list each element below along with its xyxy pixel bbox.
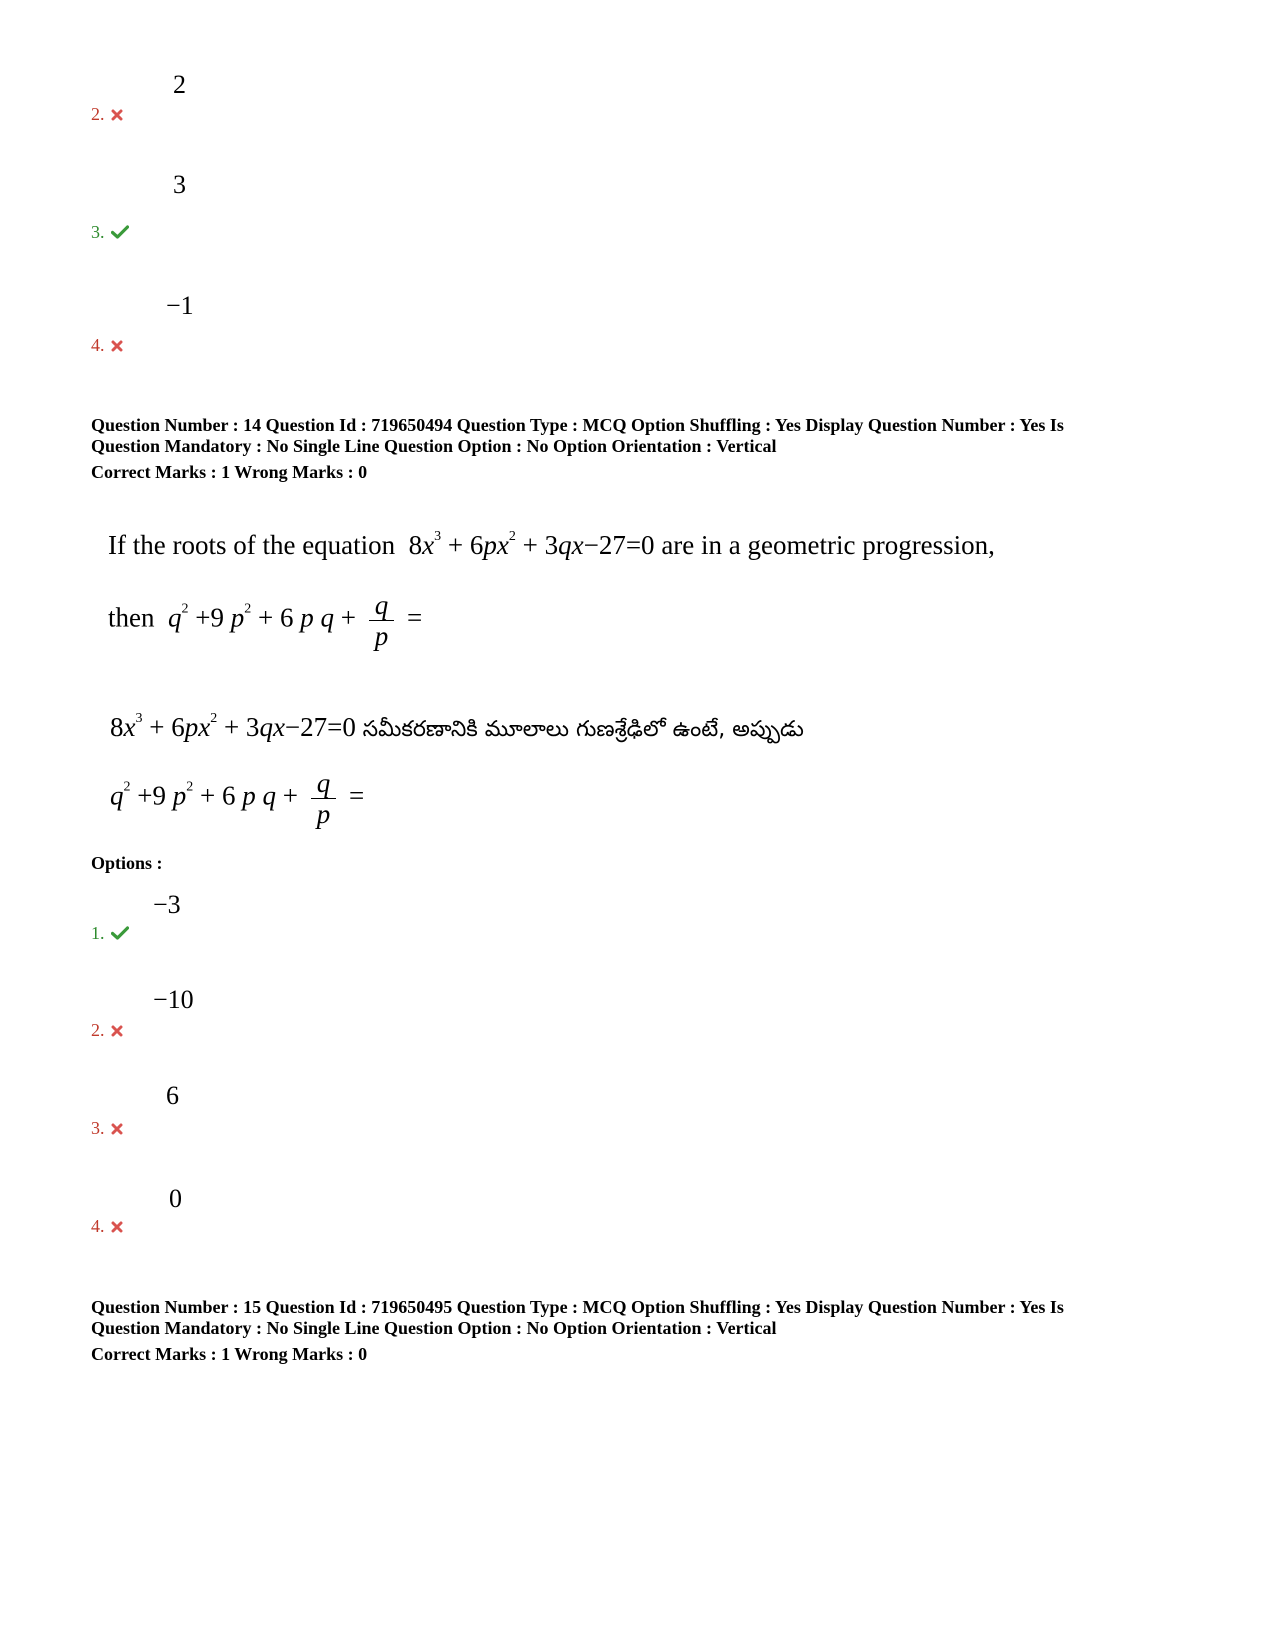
q14-option-3-value: 6	[166, 1081, 179, 1110]
q14-option-1	[91, 923, 129, 945]
cross-icon	[111, 1021, 123, 1042]
q14-question-english-line-1	[108, 530, 995, 561]
cross-icon	[111, 1217, 123, 1238]
prev-option-3-value: 3	[173, 170, 186, 199]
q14-option-2	[91, 1020, 123, 1042]
q14-meta-line-1: Question Number : 14 Question Id : 719650494 Question Type : MCQ Option Shuffling : Yes Display Question Number : Yes Is	[91, 415, 1064, 435]
q14-question-telugu-line-2: $q^2 +9$ $p^2 + 6$ p q + $\frac{q}{p}$ =	[110, 768, 365, 829]
q14-option-2-value: −10	[153, 985, 194, 1014]
q15-meta-line-2: Question Mandatory : No Single Line Question Option : No Option Orientation : Vertical	[91, 1318, 777, 1338]
prev-option-2-value: 2	[173, 70, 186, 99]
prev-option-4	[91, 335, 123, 357]
option-number: 2.	[91, 1020, 105, 1040]
options-label: Options :	[91, 853, 163, 873]
option-number: 4.	[91, 335, 105, 355]
then-word: then	[108, 602, 155, 633]
english-prefix: If the roots of the equation	[108, 530, 396, 560]
q14-option-3	[91, 1118, 123, 1140]
cross-icon	[111, 1119, 123, 1140]
q14-marks: Correct Marks : 1 Wrong Marks : 0	[91, 462, 368, 482]
option-number: 3.	[91, 1118, 105, 1138]
q14-question-telugu-line-1: $8x^3 + 6px^2 + 3qx-27=0$ సమీకరణానికి మూలాలు గుణశ్రేఢిలో ఉంటే, అప్పుడు	[110, 711, 804, 742]
option-number: 3.	[91, 222, 105, 242]
prev-option-4-value: −1	[166, 291, 194, 320]
cross-icon	[111, 105, 123, 126]
check-icon	[111, 924, 129, 945]
q15-meta-line-1: Question Number : 15 Question Id : 719650495 Question Type : MCQ Option Shuffling : Yes Display Question Number : Yes Is	[91, 1297, 1064, 1317]
q14-option-4-value: 0	[169, 1184, 182, 1213]
cross-icon	[111, 336, 123, 357]
prev-option-2	[91, 104, 123, 126]
telugu-text: సమీకరణానికి మూలాలు గుణశ్రేఢిలో ఉంటే, అప్పుడు	[362, 717, 804, 742]
option-number: 4.	[91, 1216, 105, 1236]
english-suffix: are in a geometric progression,	[661, 530, 995, 560]
fraction-q-over-p: $\frac{q}{p}$	[311, 768, 337, 829]
q14-question-english-line-2: then $q^2 +9$ $p^2 + 6$ p q + $\frac{q}{p}$ =	[108, 590, 423, 651]
prev-option-3	[91, 222, 129, 244]
q14-meta-line-2: Question Mandatory : No Single Line Question Option : No Option Orientation : Vertical	[91, 436, 777, 456]
q14-option-1-value: −3	[153, 890, 181, 919]
check-icon	[111, 223, 129, 244]
equation: $8x^3 + 6px^2 + 3qx-27=0$	[408, 529, 655, 560]
option-number: 2.	[91, 104, 105, 124]
option-number: 1.	[91, 923, 105, 943]
q14-option-4	[91, 1216, 123, 1238]
q15-marks: Correct Marks : 1 Wrong Marks : 0	[91, 1344, 368, 1364]
fraction-q-over-p: $\frac{q}{p}$	[369, 590, 395, 651]
